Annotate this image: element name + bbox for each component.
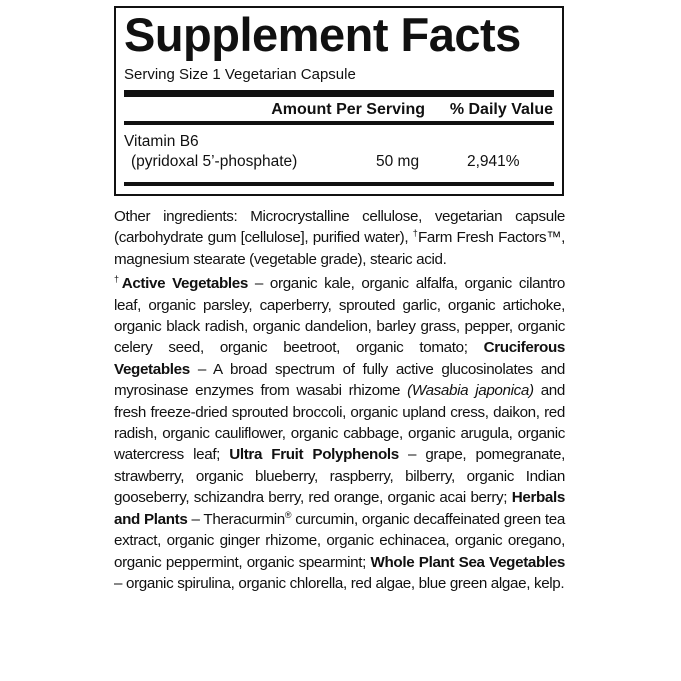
registered-mark: ® [284, 509, 292, 520]
farm-fresh-factors [114, 273, 565, 594]
supplement-facts-panel [114, 6, 564, 196]
thick-divider [124, 90, 554, 97]
dagger-mark: † [114, 274, 122, 285]
serving-size: Serving Size 1 Vegetarian Capsule [124, 66, 356, 83]
other-ingredients-suffix: Farm Fresh Factors™, magnesium stearate (vegetable grade), stearic acid. [114, 229, 566, 268]
nutrient-form: (pyridoxal 5’-phosphate) [131, 153, 298, 170]
cruciferous-text-2: and fresh freeze-dried sprouted broccoli, organic upland cress, daikon, red radish, organic cauliflower, organic cabbage, organic arugula, organic watercress leaf; [114, 382, 565, 464]
active-vegetables-text: – organic kale, organic alfalfa, organic cilantro leaf, organic parsley, caperberry, sprouted garlic, organic artichoke, organic black radish, organic dandelion, barley grass, pepper, organic celery seed, organic beetroot, organic tomato; [114, 275, 565, 357]
herbals-text-2: curcumin, organic decaffeinated green tea extract, organic ginger rhizome, organic echinacea, organic oregano, organic peppermint, organic spearmint; [114, 510, 565, 571]
active-vegetables-heading: Active Vegetables [121, 275, 248, 293]
herbals-heading: Herbals and Plants [114, 489, 565, 528]
medium-divider [124, 121, 554, 125]
nutrient-daily-value: 2,941% [467, 153, 520, 170]
bottom-divider [124, 182, 554, 186]
amount-per-serving-header: Amount Per Serving [271, 101, 425, 118]
nutrient-name: Vitamin B6 [124, 133, 199, 150]
panel-title: Supplement Facts [124, 8, 521, 61]
other-ingredients-text: Other ingredients: Microcrystalline cellulose, vegetarian capsule (carbohydrate gum [cellulose], purified water), [114, 208, 565, 247]
nutrient-row [124, 132, 554, 174]
nutrient-amount: 50 mg [376, 153, 420, 170]
cruciferous-text: – A broad spectrum of fully active glucosinolates and myrosinase enzymes from wasabi rhizome [114, 360, 565, 400]
sea-vegetables-text: – organic spirulina, organic chlorella, red algae, blue green algae, kelp. [114, 574, 565, 592]
ingredients-section [114, 206, 565, 594]
dagger-mark: † [412, 228, 418, 239]
sea-vegetables-heading: Whole Plant Sea Vegetables [370, 553, 565, 571]
daily-value-header: % Daily Value [449, 101, 553, 118]
fruit-polyphenols-text: – grape, pomegranate, strawberry, organic blueberry, raspberry, bilberry, organic Indian gooseberry, schizandra berry, red orange, organic acai berry; [114, 446, 565, 507]
cruciferous-heading: Cruciferous Vegetables [114, 339, 565, 378]
other-ingredients [114, 206, 565, 270]
fruit-polyphenols-heading: Ultra Fruit Polyphenols [229, 446, 399, 464]
column-headers [124, 97, 554, 121]
wasabi-latin-name: (Wasabia japonica) [407, 382, 534, 400]
herbals-text-1: – Theracurmin [187, 510, 285, 528]
